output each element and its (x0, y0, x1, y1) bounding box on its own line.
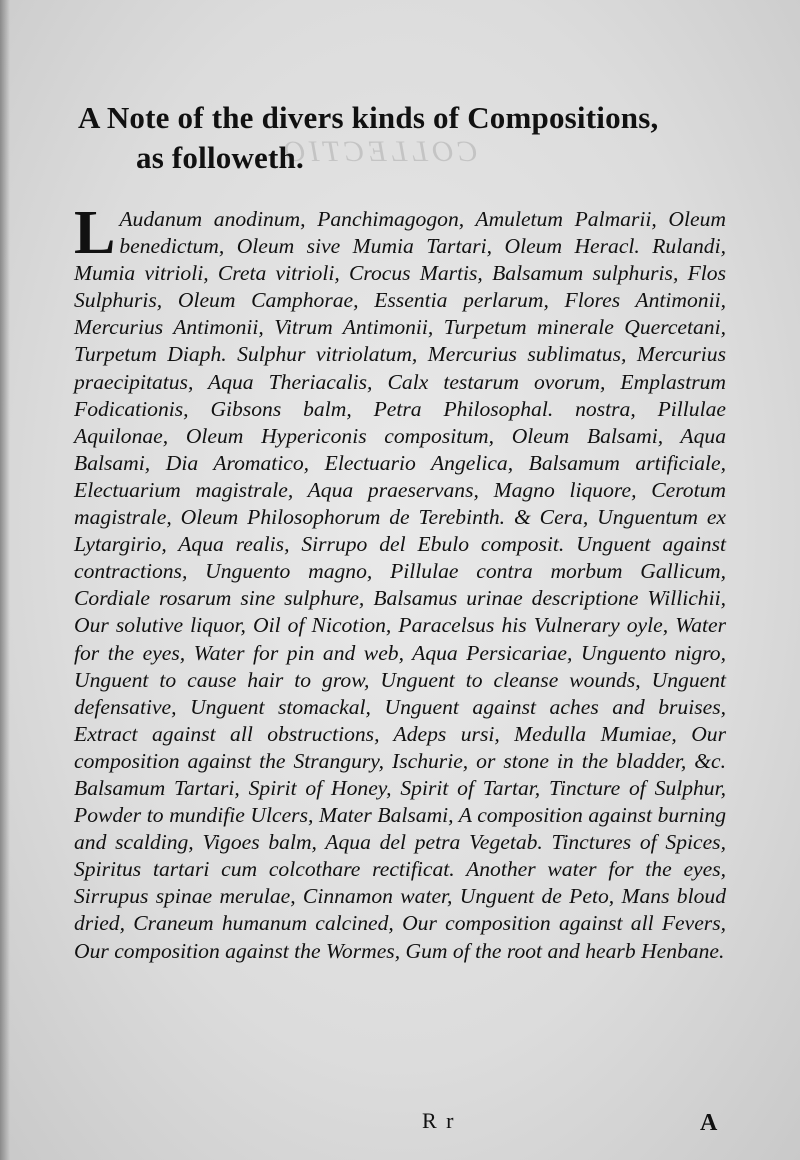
bleed-through-mark: COLLECTIO (280, 135, 478, 168)
heading-line-2: as followeth. (136, 140, 304, 175)
signature-mark: R r (422, 1108, 456, 1133)
drop-cap: L (74, 199, 116, 267)
page-gutter-shadow (0, 0, 10, 1160)
heading-line-1: A Note of the divers kinds of Compositions, (78, 100, 659, 135)
body-text: Audanum anodinum, Panchimagogon, Amuletum Palmarii, Oleum benedictum, Oleum sive Mumia Tartari, Oleum Heracl. Rulandi, Mumia vitrioli, Creta vitrioli, Crocus Martis, Balsamum sulphuris, Flos Sulphuris, Oleum Camphorae, Essentia perlarum, Flores Antimonii, Mercurius Antimonii, Vitrum Antimonii, Turpetum minerale Quercetani, Turpetum Diaph. Sulphur vitriolatum, Mercurius sublimatus, Mercurius praecipitatus, Aqua Theriacalis, Calx testarum ovorum, Emplastrum Fodicationis, Gibsons balm, Petra Philosophal. nostra, Pillulae Aquilonae, Oleum Hypericonis compositum, Oleum Balsami, Aqua Balsami, Dia Aromatico, Electuario Angelica, Balsamum artificiale, Electuarium magistrale, Aqua praeservans, Magno liquore, Cerotum magistrale, Oleum Philosophorum de Terebinth. & Cera, Unguentum ex Lytargirio, Aqua realis, Sirrupo del Ebulo composit. Unguent against contractions, Unguento magno, Pillulae contra morbum Gallicum, Cordiale rosarum sine sulphure, Balsamus urinae descriptione Willichii, Our solutive liquor, Oil of Nicotion, Paracelsus his Vulnerary oyle, Water for the eyes, Water for pin and web, Aqua Persicariae, Unguento nigro, Unguent to cause hair to grow, Unguent to cleanse wounds, Unguent defensative, Unguent stomackal, Unguent against aches and bruises, Extract against all obstructions, Adeps ursi, Medulla Mumiae, Our composition against the Strangury, Ischurie, or stone in the bladder, &c. Balsamum Tartari, Spirit of Honey, Spirit of Tartar, Tincture of Sulphur, Powder to mundifie Ulcers, Mater Balsami, A composition against burning and scalding, Vigoes balm, Aqua del petra Vegetab. Tinctures of Spices, Spiritus tartari cum colcothare rectificat. Another water for the eyes, Sirrupus spinae merulae, Cinnamon water, Unguent de Peto, Mans bloud dried, Craneum humanum calcined, Our composition against all Fevers, Our composition against the Wormes, Gum of the root and hearb Henbane. (74, 207, 726, 963)
page-heading (78, 98, 738, 178)
body-paragraph (74, 199, 726, 965)
catchword: A (700, 1110, 718, 1136)
